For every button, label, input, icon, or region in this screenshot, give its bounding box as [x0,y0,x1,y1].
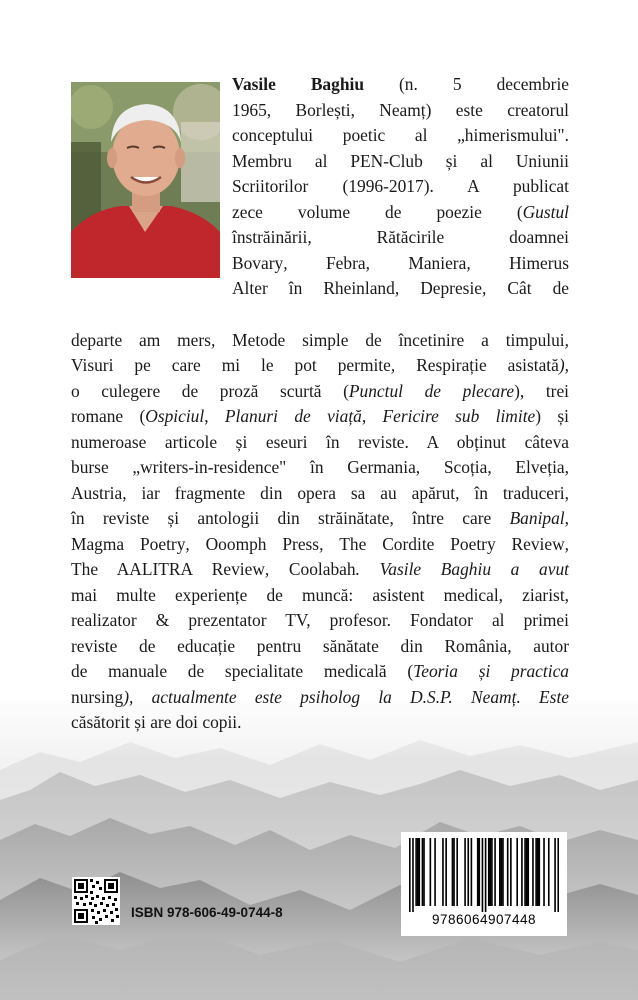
bio-line [71,685,569,711]
bio-text: departe am mers [71,329,211,350]
barcode-bar [494,838,496,906]
bio-line [71,404,569,430]
bio-line [71,710,569,736]
bio-line [71,634,569,660]
bio-line [71,557,569,583]
bio-line [71,532,569,558]
bio-text: zece volume de poezie ( [232,201,523,222]
bio-line [71,608,569,634]
bio-line [71,379,569,405]
barcode-bar [502,838,504,906]
barcode-bar [452,838,454,906]
bio-text: Coolabah [288,559,356,579]
barcode-bar [524,838,526,906]
bio-line [71,328,569,354]
barcode-bar [537,838,539,906]
bio-line [71,481,569,507]
barcode-bar [478,838,480,906]
bio-line [71,506,569,532]
barcode-bar [516,838,518,906]
isbn-label: ISBN 978-606-49-0744-8 [131,905,283,920]
italic-title: , [394,278,421,298]
barcode-bar [527,838,529,906]
barcode-bar [471,838,473,906]
barcode-bar [423,838,425,906]
barcode-bar [499,838,501,906]
bio-text: Respirație asistată [416,355,559,375]
italic-title: . Vasile Baghiu a avut [355,559,569,579]
bio-text: în reviste și antologii din străinătate, între care [71,508,510,528]
italic-title: , [283,252,326,273]
bio-text: Ooomph Press [205,533,320,554]
bio-line [71,353,569,379]
bio-text: reviste de educație pentru sănătate din România, autor [71,635,569,656]
bio-text: Himerus [509,252,570,273]
italic-title: , [390,355,417,375]
bio-text: numeroase articole și eseuri în reviste. A obținut câteva [71,431,569,452]
italic-title: Banipal [509,508,565,528]
barcode-bar [532,838,534,906]
barcode-digits: 9786064907448 [431,912,537,927]
qr-code [72,877,120,925]
barcode-bar [538,838,540,906]
bio-text: romane ( [71,406,146,426]
bio-text: realizator & prezentator TV, profesor. Fondator al primei [71,610,569,630]
bio-line [232,149,569,175]
bio-text: Bovary [232,252,284,273]
bio-line [232,225,569,251]
italic-title: ), [558,355,569,375]
barcode-bar [526,838,528,906]
bio-line [232,174,569,200]
barcode-bar [412,838,414,912]
italic-title: , [564,533,569,554]
author-photo [71,82,220,278]
italic-title: , [365,252,409,273]
bio-line [232,200,569,226]
italic-title: , [564,329,569,350]
barcode-bar [543,838,545,906]
barcode-bar [422,838,424,906]
barcode-bar [467,838,469,906]
barcode-bar [418,838,420,906]
bio-text: , [564,508,569,528]
bio-text: de manuale de specialitate medicală ( [71,661,414,681]
bio-line [71,455,569,481]
bio-line [232,251,569,277]
bio-line [71,659,569,685]
italic-title: , [307,227,377,247]
barcode-bar [507,838,509,906]
barcode-bar [548,838,550,906]
italic-title: , [210,329,233,350]
barcode-bar [409,838,411,912]
italic-title: , [482,278,508,298]
bio-text: nursing [71,686,124,707]
bio-text: o culegere de proză scurtă ( [71,380,349,401]
bio-text: căsătorit și are doi copii. [71,712,242,732]
bio-text: Cât de [507,278,570,298]
barcode-bar [554,838,556,912]
bio-line [71,583,569,609]
italic-title: Ospiciul [145,406,205,426]
barcode-bar [510,838,512,906]
barcode-bars [409,838,559,912]
barcode-bar [557,838,559,912]
italic-title: , [264,559,289,579]
bio-text: Maniera [408,252,467,273]
barcode-bar [521,838,523,906]
italic-title: Fericire sub limite [382,406,536,426]
bio-text: Alter în Rheinland [232,278,395,298]
barcode-bar [490,838,492,906]
italic-title: ), actualmente este psiholog la D.S.P. Neamț. Este [123,686,569,707]
italic-title: Punctul de plecare [348,380,515,401]
bio-text: conceptului poetic al „himerismului". [232,125,569,145]
bio-text: mai multe experiențe de muncă: asistent medical, ziarist, [71,584,569,605]
bio-text: , [204,406,225,426]
bio-text: Magma Poetry [71,533,186,554]
bio-line [232,72,569,98]
bio-text: Visuri pe care mi le pot permite [71,355,391,375]
bio-text: Rătăcirile doamnei [376,227,569,247]
bio-text: burse „writers-in-residence" în Germania, Scoția, Elveția, [71,457,569,477]
bio-text: (n. 5 decembrie [399,74,569,94]
barcode-bar [485,838,487,912]
bio-line [232,98,569,124]
barcode-bar [456,838,458,906]
barcode [401,832,567,936]
barcode-bar [477,838,479,906]
barcode-bar [482,838,484,912]
bio-text: 1965, Borlești, Neamț) este creatorul [232,99,569,120]
bio-text: The Cordite Poetry Review [339,533,565,554]
bio-text-beside-photo [232,72,569,302]
italic-title: Planuri de viață [224,406,362,426]
barcode-bar [430,838,432,906]
barcode-bar [488,838,490,906]
barcode-bar [535,838,537,906]
barcode-bar [453,838,455,906]
barcode-bar [501,838,503,906]
italic-title: , [319,533,340,554]
bio-text: , [361,406,383,426]
bio-text: The AALITRA Review [71,559,265,579]
bio-text: Metode simple de încetinire a timpului [232,329,565,350]
italic-title: Teoria și practica [413,661,569,681]
italic-title: , [466,252,510,273]
bio-text: ), trei [514,380,570,401]
barcode-bar [442,838,444,906]
bio-text: Depresie [420,278,483,298]
bio-text-full-width [71,328,569,736]
barcode-bar [445,838,447,906]
italic-title: Gustul [522,201,569,222]
bio-text: Austria, iar fragmente din opera sa au apărut, în traduceri, [71,482,569,503]
italic-title: , [185,533,206,554]
barcode-bar [415,838,417,906]
bio-line [71,430,569,456]
barcode-bar [417,838,419,906]
bio-text: înstrăinării [232,227,308,247]
bio-text: Scriitorilor (1996-2017). A publicat [232,176,569,196]
bio-line [232,276,569,302]
author-name: Vasile Baghiu [232,74,364,94]
barcode-bar [491,838,493,906]
barcode-bar [464,838,466,906]
bio-text: Membru al PEN-Club și al Uniunii [232,150,569,171]
barcode-bar [434,838,436,906]
bio-line [232,123,569,149]
bio-text: ) și [535,406,569,426]
bio-text: Febra [325,252,366,273]
